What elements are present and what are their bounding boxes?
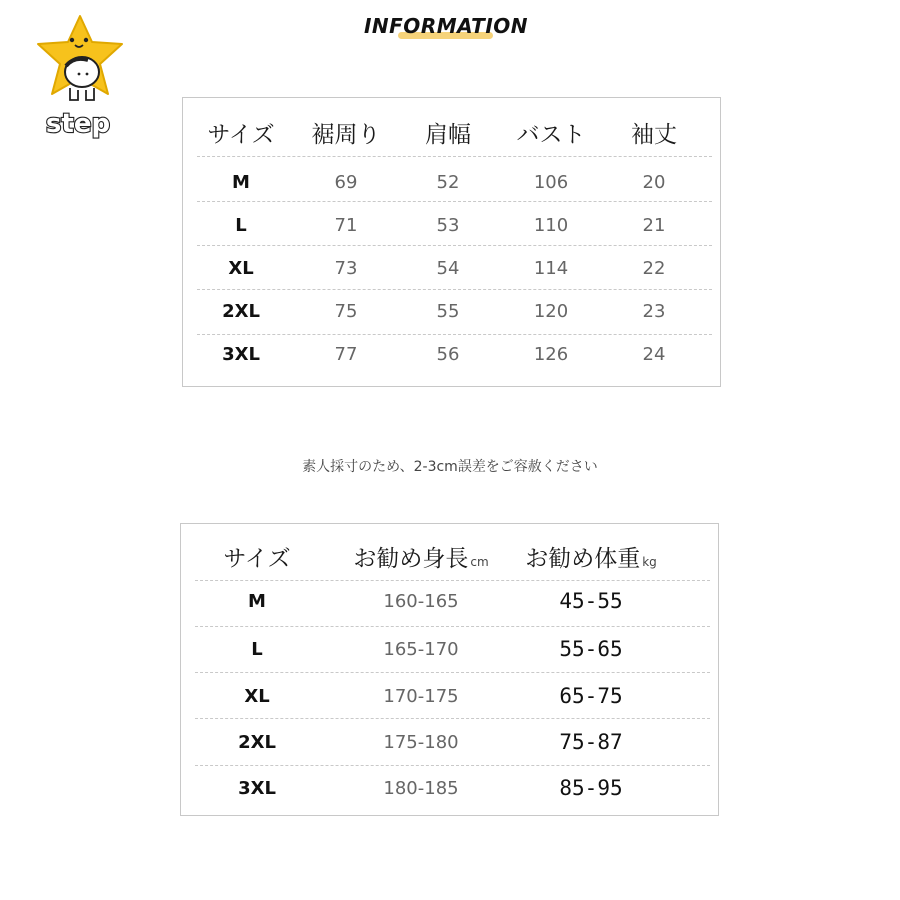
table-cell: 54 — [436, 258, 460, 279]
table-cell: 77 — [334, 344, 358, 365]
size-label: 2XL — [222, 301, 260, 322]
row-divider — [195, 626, 710, 627]
table-cell: 165-170 — [383, 639, 459, 660]
column-header: 袖丈 — [631, 122, 677, 148]
brand-logo — [30, 12, 130, 142]
row-divider — [195, 718, 710, 719]
row-divider — [197, 201, 712, 202]
column-header: サイズ — [207, 122, 275, 148]
logo-wordmark — [30, 104, 130, 144]
table-cell: 65-75 — [559, 684, 623, 708]
page-title: INFORMATION — [363, 14, 529, 38]
table-cell: 52 — [436, 172, 460, 193]
table-cell: 55 — [436, 301, 460, 322]
column-header: サイズ — [223, 546, 291, 572]
size-label: M — [248, 591, 266, 612]
table-cell: 114 — [533, 258, 569, 279]
table-cell: 75-87 — [559, 730, 623, 754]
size-label: 3XL — [222, 344, 260, 365]
table-cell: 75 — [334, 301, 358, 322]
unit-label: kg — [642, 555, 657, 569]
measurement-table — [182, 97, 721, 387]
table-cell: 106 — [533, 172, 569, 193]
size-label: XL — [244, 686, 270, 707]
column-header: お勧め体重 kg — [525, 546, 657, 572]
table-cell: 175-180 — [383, 732, 459, 753]
table-cell: 55-65 — [559, 637, 623, 661]
table-cell: 110 — [533, 215, 569, 236]
table-cell: 85-95 — [559, 776, 623, 800]
row-divider — [195, 765, 710, 766]
table-cell: 24 — [642, 344, 666, 365]
measurement-note: 素人採寸のため、2-3cm誤差をご容赦ください — [302, 459, 598, 475]
table-cell: 45-55 — [559, 589, 623, 613]
size-label: XL — [228, 258, 254, 279]
row-divider — [197, 289, 712, 290]
table-cell: 53 — [436, 215, 460, 236]
table-cell: 71 — [334, 215, 358, 236]
column-header: お勧め身長 cm — [353, 546, 489, 572]
table-cell: 20 — [642, 172, 666, 193]
table-cell: 180-185 — [383, 778, 459, 799]
row-divider — [195, 580, 710, 581]
table-cell: 170-175 — [383, 686, 459, 707]
column-header: 裾周り — [311, 122, 381, 148]
table-cell: 69 — [334, 172, 358, 193]
table-cell: 21 — [642, 215, 666, 236]
row-divider — [197, 156, 712, 157]
table-cell: 22 — [642, 258, 666, 279]
column-header: 肩幅 — [425, 122, 471, 148]
column-header: バスト — [516, 122, 586, 148]
size-label: M — [232, 172, 250, 193]
table-cell: 73 — [334, 258, 358, 279]
table-cell: 23 — [642, 301, 666, 322]
size-label: 3XL — [238, 778, 276, 799]
table-cell: 160-165 — [383, 591, 459, 612]
row-divider — [197, 245, 712, 246]
size-label: L — [251, 639, 263, 660]
row-divider — [195, 672, 710, 673]
table-cell: 126 — [533, 344, 569, 365]
size-label: L — [235, 215, 247, 236]
logo-text: step — [45, 109, 111, 139]
unit-label: cm — [470, 555, 489, 569]
table-cell: 120 — [533, 301, 569, 322]
title-block — [346, 14, 546, 44]
table-cell: 56 — [436, 344, 460, 365]
size-label: 2XL — [238, 732, 276, 753]
row-divider — [197, 334, 712, 335]
recommendation-table — [180, 523, 719, 816]
